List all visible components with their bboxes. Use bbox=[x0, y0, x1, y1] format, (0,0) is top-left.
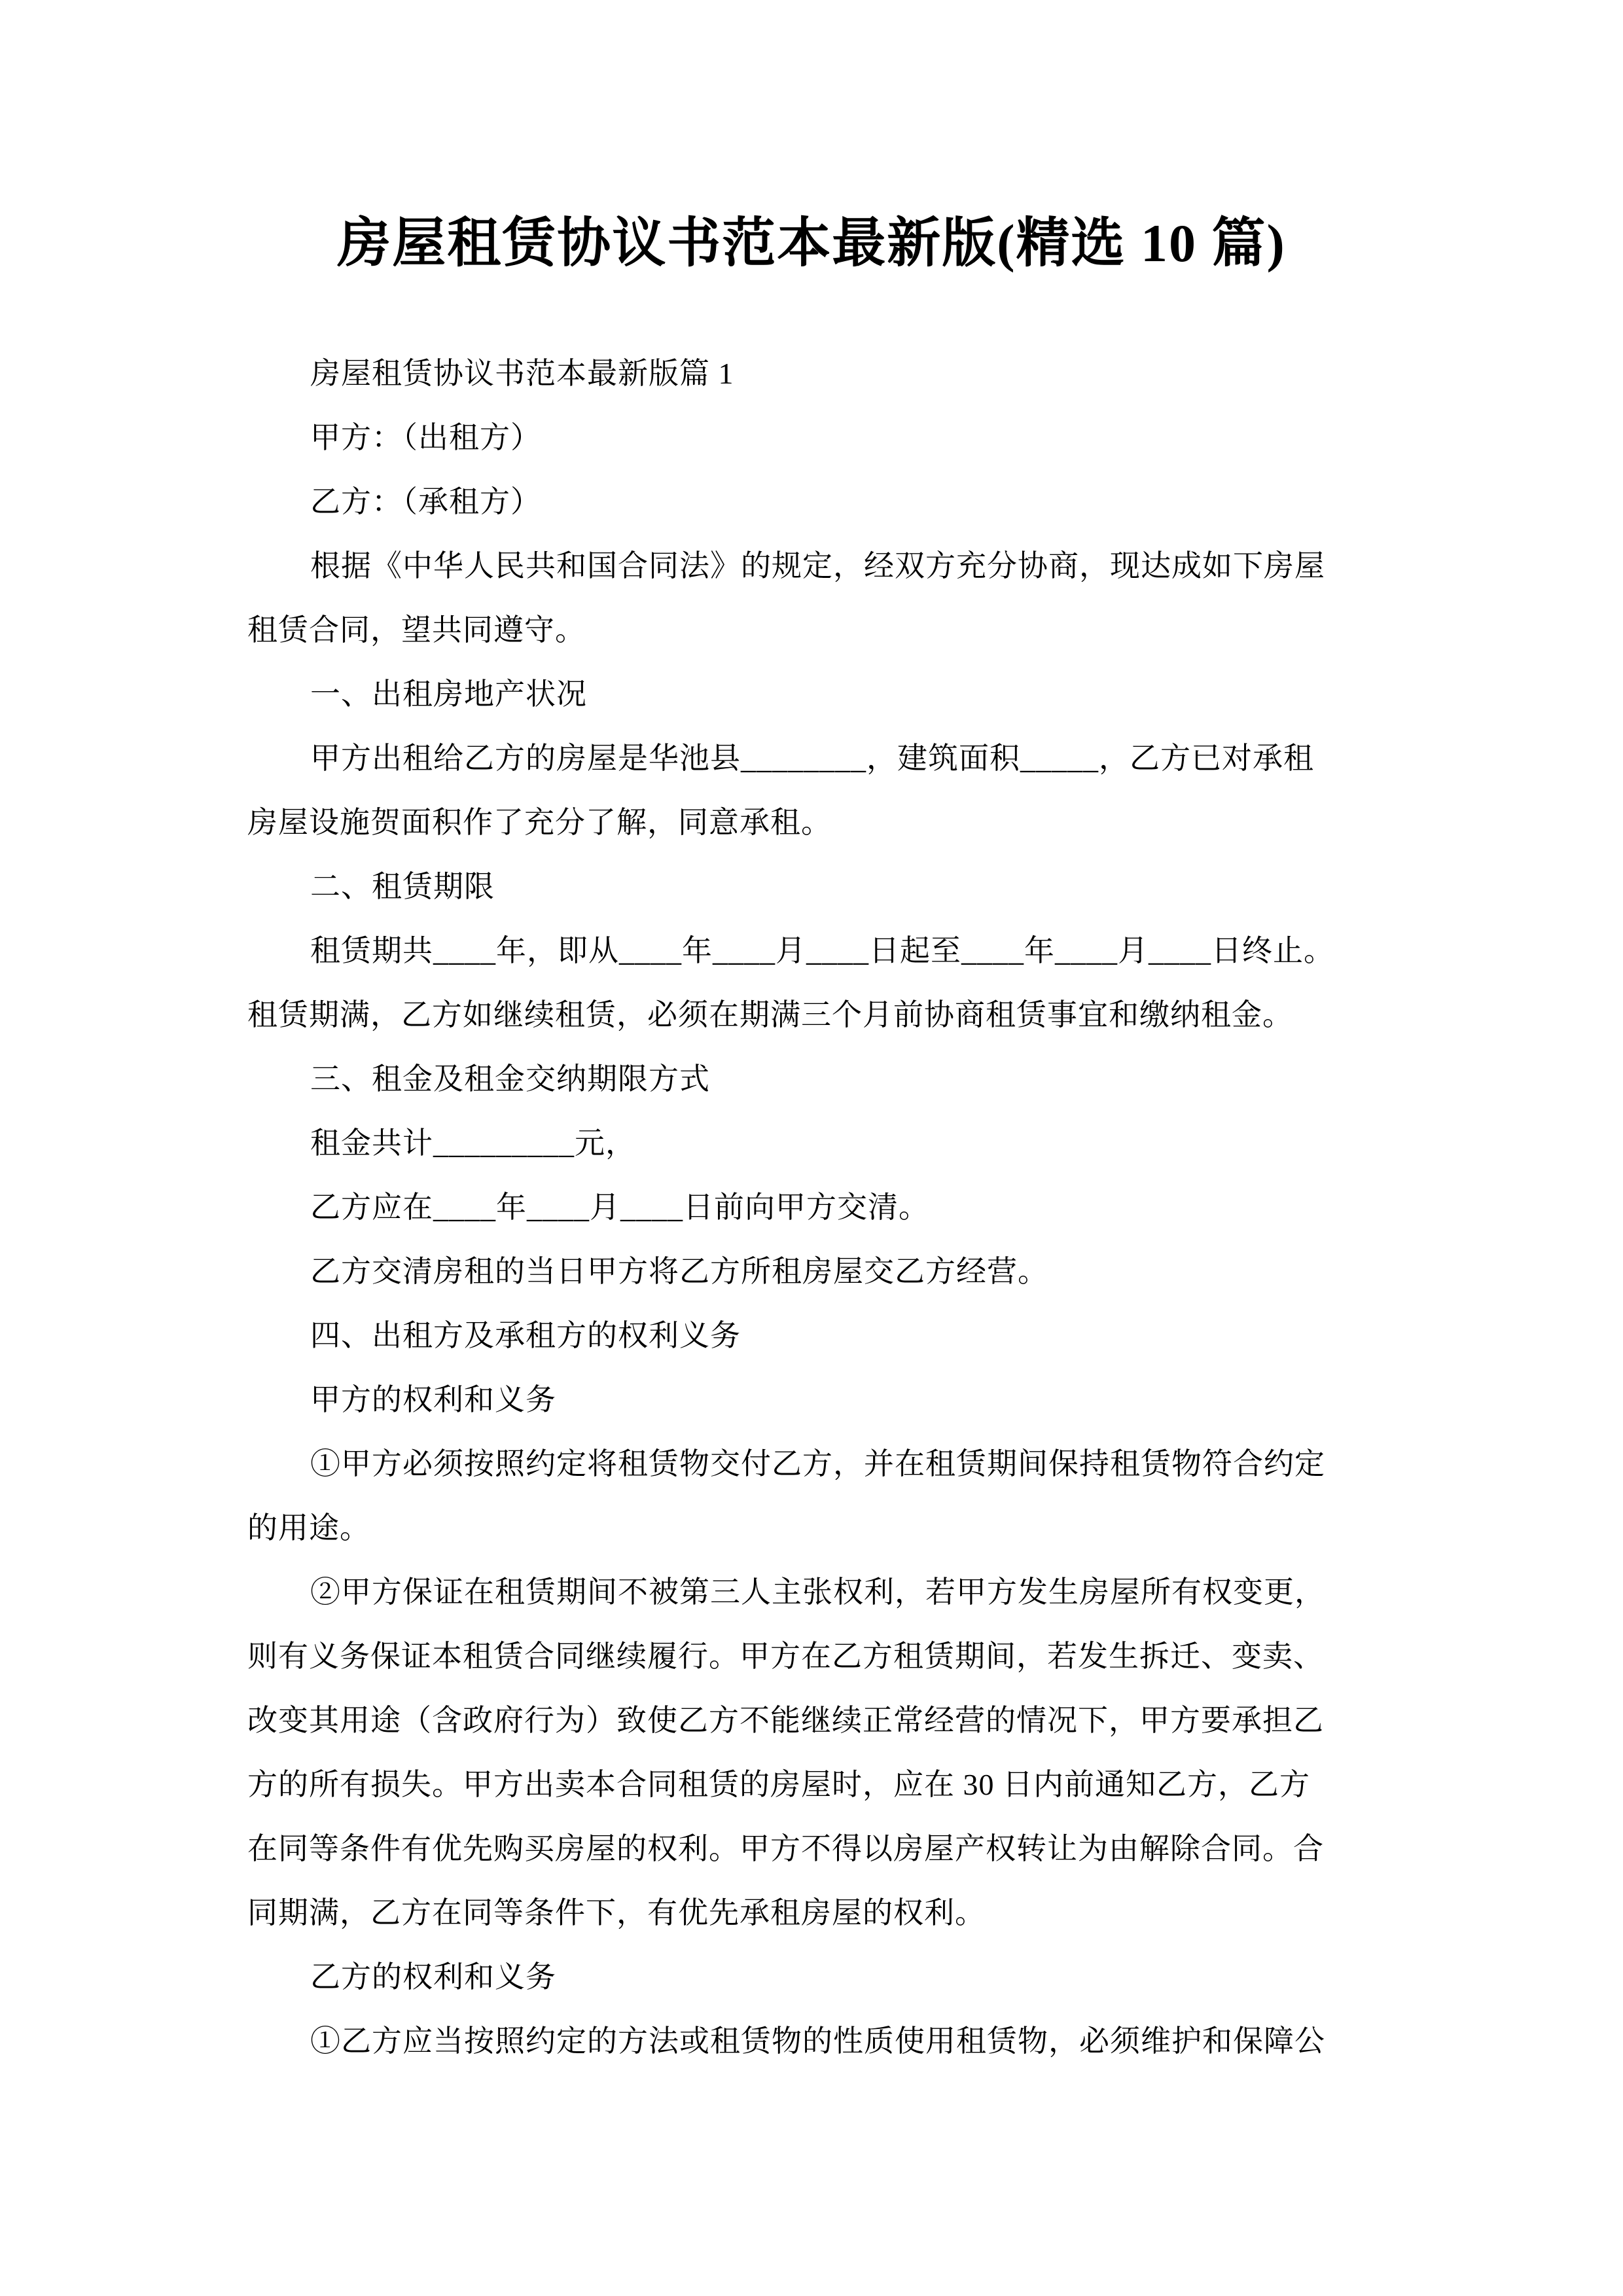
document-title: 房屋租赁协议书范本最新版(精选 10 篇) bbox=[337, 213, 1286, 273]
text-line: 乙方交清房租的当日甲方将乙方所租房屋交乙方经营。 bbox=[310, 1255, 1048, 1288]
text-line: 改变其用途（含政府行为）致使乙方不能继续正常经营的情况下，甲方要承担乙 bbox=[247, 1704, 1324, 1737]
text-line: 一、出租房地产状况 bbox=[310, 677, 587, 711]
text-line: 租赁期共____年，即从____年____月____日起至____年____月____日终止。 bbox=[310, 934, 1334, 967]
text-line: ①甲方必须按照约定将租赁物交付乙方，并在租赁期间保持租赁物符合约定 bbox=[310, 1447, 1325, 1480]
document-body bbox=[247, 342, 1425, 2073]
text-line: 根据《中华人民共和国合同法》的规定，经双方充分协商，现达成如下房屋 bbox=[310, 549, 1325, 583]
text-line: 租赁期满，乙方如继续租赁，必须在期满三个月前协商租赁事宜和缴纳租金。 bbox=[247, 998, 1293, 1031]
text-line: 甲方的权利和义务 bbox=[310, 1383, 556, 1416]
text-line: 方的所有损失。甲方出卖本合同租赁的房屋时，应在 30 日内前通知乙方，乙方 bbox=[247, 1768, 1310, 1801]
text-line: 四、出租方及承租方的权利义务 bbox=[310, 1319, 741, 1352]
text-line: 房屋租赁协议书范本最新版篇 1 bbox=[310, 357, 734, 390]
text-line: 的用途。 bbox=[247, 1511, 370, 1545]
text-line: 甲方：（出租方） bbox=[310, 421, 541, 454]
text-line: ①乙方应当按照约定的方法或租赁物的性质使用租赁物，必须维护和保障公 bbox=[310, 2024, 1325, 2058]
text-line: 乙方：（承租方） bbox=[310, 485, 541, 518]
text-line: 租赁合同，望共同遵守。 bbox=[247, 613, 586, 647]
text-line: 乙方应在____年____月____日前向甲方交清。 bbox=[310, 1191, 929, 1224]
text-line: 二、租赁期限 bbox=[310, 870, 495, 903]
text-line: 甲方出租给乙方的房屋是华池县________，建筑面积_____，乙方已对承租 bbox=[310, 742, 1314, 775]
text-line: ②甲方保证在租赁期间不被第三人主张权利，若甲方发生房屋所有权变更， bbox=[310, 1575, 1325, 1609]
text-line: 则有义务保证本租赁合同继续履行。甲方在乙方租赁期间，若发生拆迁、变卖、 bbox=[247, 1640, 1324, 1673]
text-line: 同期满，乙方在同等条件下，有优先承租房屋的权利。 bbox=[247, 1896, 986, 1929]
text-line: 租金共计_________元， bbox=[310, 1126, 636, 1160]
text-line: 房屋设施贺面积作了充分了解，同意承租。 bbox=[247, 806, 832, 839]
text-line: 乙方的权利和义务 bbox=[310, 1960, 556, 1994]
text-line: 在同等条件有优先购买房屋的权利。甲方不得以房屋产权转让为由解除合同。合 bbox=[247, 1832, 1324, 1865]
text-line: 三、租金及租金交纳期限方式 bbox=[310, 1062, 710, 1096]
